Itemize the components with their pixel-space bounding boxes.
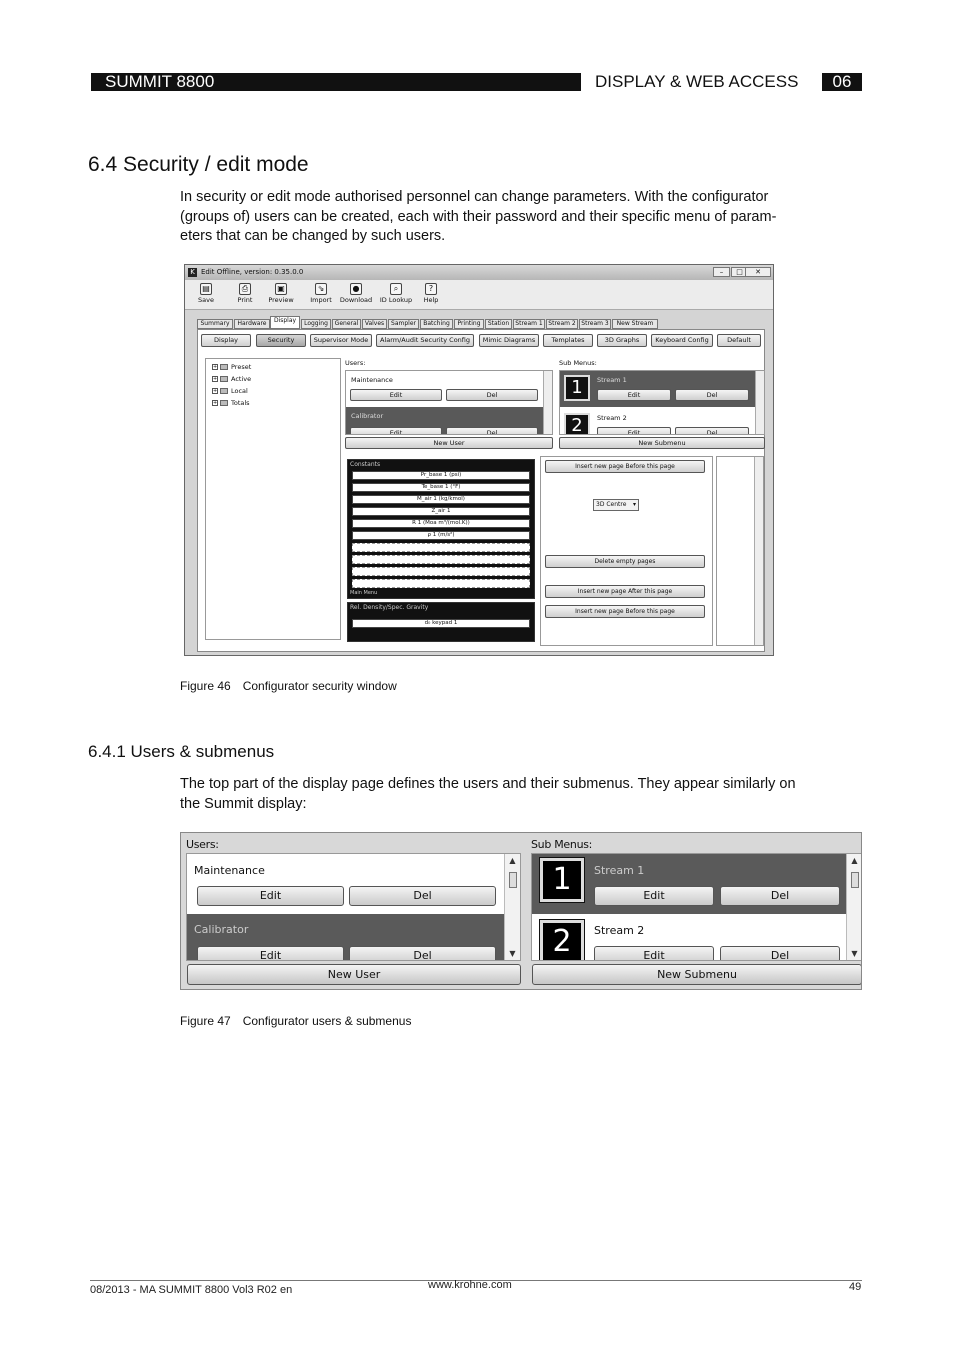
- subsection-title: 6.4.1 Users & submenus: [88, 742, 275, 761]
- status-bar-text: Main Menu: [350, 590, 378, 596]
- subsection-paragraph: [180, 775, 860, 814]
- empty-row[interactable]: [352, 579, 530, 588]
- subtab-templates[interactable]: Templates: [543, 334, 593, 347]
- figure-46-caption: Figure 46 Configurator security window: [180, 679, 397, 693]
- users-label: Users:: [186, 838, 219, 851]
- submenu-number: 2: [540, 920, 584, 961]
- submenu-item-stream-1[interactable]: 1 Stream 1 Edit Del: [532, 854, 846, 914]
- empty-row[interactable]: [352, 555, 530, 564]
- tab-stream-3[interactable]: Stream 3: [579, 319, 611, 329]
- delete-submenu-button[interactable]: Del: [720, 946, 840, 961]
- folder-icon: [220, 400, 228, 406]
- constant-row[interactable]: Z_air 1: [352, 507, 530, 516]
- subtab-3d-graphs[interactable]: 3D Graphs: [597, 334, 647, 347]
- expand-icon[interactable]: +: [213, 400, 218, 406]
- edit-submenu-button[interactable]: Edit: [597, 389, 671, 401]
- submenus-list: [559, 370, 765, 435]
- tab-summary[interactable]: Summary: [197, 319, 233, 329]
- tab-general[interactable]: General: [332, 319, 361, 329]
- toolbar-import-button[interactable]: ⇘ Import: [310, 284, 332, 304]
- tab-stream-1[interactable]: Stream 1: [513, 319, 545, 329]
- delete-user-button[interactable]: Del: [349, 886, 496, 906]
- constant-row[interactable]: Te_base 1 (°F): [352, 483, 530, 492]
- density-header: Rel. Density/Spec. Gravity: [350, 604, 429, 611]
- tab-logging[interactable]: Logging: [301, 319, 331, 329]
- delete-user-button[interactable]: Del: [446, 389, 538, 401]
- subtab-default[interactable]: Default: [717, 334, 761, 347]
- figure-47-caption: Figure 47 Configurator users & submenus: [180, 1014, 412, 1028]
- expand-icon[interactable]: +: [213, 388, 218, 394]
- toolbar-id-lookup-button[interactable]: ⌕ ID Lookup: [379, 284, 413, 304]
- intro-line: (groups of) users can be created, each with their password and their specific menu of param-: [180, 208, 777, 225]
- users-submenus-figure: [180, 832, 862, 990]
- submenu-item-stream-2[interactable]: 2 Stream 2 Edit Del: [560, 409, 755, 435]
- tree-node-totals[interactable]: + Totals: [213, 399, 250, 407]
- chevron-down-icon: ▾: [632, 501, 636, 508]
- scroll-thumb[interactable]: [509, 872, 517, 888]
- toolbar: [185, 280, 773, 310]
- density-page-preview: [347, 602, 535, 642]
- submenus-list: [531, 853, 862, 961]
- display-tab-panel: [197, 329, 765, 652]
- print-icon: ⎙: [239, 283, 251, 295]
- font-dropdown[interactable]: 3D Centre ▾: [593, 499, 639, 511]
- scroll-down-icon[interactable]: ▼: [851, 949, 858, 958]
- scroll-down-icon[interactable]: ▼: [509, 949, 516, 958]
- constant-row[interactable]: R 1 (Moa m³/(mol.K)): [352, 519, 530, 528]
- submenu-number: 1: [564, 375, 590, 401]
- intro-line: In security or edit mode authorised personnel can change parameters. With the configurator: [180, 189, 769, 205]
- tree-node-local[interactable]: + Local: [213, 387, 248, 395]
- help-icon: ?: [425, 283, 437, 295]
- expand-icon[interactable]: +: [213, 364, 218, 370]
- delete-submenu-button[interactable]: Del: [720, 886, 840, 906]
- edit-user-button[interactable]: Edit: [350, 389, 442, 401]
- users-scrollbar[interactable]: [504, 854, 520, 960]
- sub-line: The top part of the display page defines the users and their submenus. They appear similarly on: [180, 776, 796, 792]
- preview-scrollbar[interactable]: [754, 457, 763, 645]
- empty-row[interactable]: [352, 543, 530, 552]
- footer-page-number: 49: [849, 1281, 862, 1293]
- new-submenu-button[interactable]: New Submenu: [559, 437, 765, 449]
- users-label: Users:: [345, 359, 366, 367]
- subtab-supervisor-mode[interactable]: Supervisor Mode: [310, 334, 372, 347]
- header-section: DISPLAY & WEB ACCESS: [595, 72, 799, 91]
- delete-user-button[interactable]: Del: [446, 427, 538, 435]
- insert-page-before-button[interactable]: Insert new page Before this page: [545, 605, 705, 618]
- minimize-button[interactable]: –: [713, 267, 730, 277]
- user-item-maintenance[interactable]: Maintenance Edit Del: [346, 371, 543, 407]
- delete-submenu-button[interactable]: Del: [675, 389, 749, 401]
- download-icon: ●: [350, 283, 362, 295]
- window-title: Edit Offline, version: 0.35.0.0: [201, 268, 304, 276]
- page-actions-panel: [540, 456, 713, 646]
- submenus-scrollbar[interactable]: [846, 854, 862, 960]
- constant-row[interactable]: ρ 1 (m/s²): [352, 531, 530, 540]
- menu-tree: [205, 358, 341, 640]
- subtab-display[interactable]: Display: [201, 334, 251, 347]
- folder-icon: [220, 364, 228, 370]
- constants-page-preview: [347, 459, 535, 599]
- footer-website-link[interactable]: www.krohne.com: [428, 1279, 512, 1291]
- constants-header: Constants: [350, 461, 381, 468]
- scroll-up-icon[interactable]: ▲: [851, 856, 858, 865]
- tab-stream-2[interactable]: Stream 2: [546, 319, 578, 329]
- preview-icon: ▣: [275, 283, 287, 295]
- app-logo-icon: K: [188, 268, 197, 277]
- user-item-maintenance[interactable]: Maintenance Edit Del: [187, 854, 504, 914]
- constant-row[interactable]: Pr_base 1 (psi): [352, 471, 530, 480]
- edit-user-button[interactable]: Edit: [197, 946, 344, 961]
- insert-page-after-button[interactable]: Insert new page After this page: [545, 585, 705, 598]
- delete-submenu-button[interactable]: Del: [675, 427, 749, 435]
- sub-line: the Summit display:: [180, 795, 307, 812]
- toolbar-preview-button[interactable]: ▣ Preview: [268, 284, 294, 304]
- tree-node-preset[interactable]: + Preset: [213, 363, 252, 371]
- edit-submenu-button[interactable]: Edit: [597, 427, 671, 435]
- empty-row[interactable]: [352, 567, 530, 576]
- new-submenu-button[interactable]: New Submenu: [532, 964, 862, 985]
- users-list: [345, 370, 553, 435]
- tree-node-active[interactable]: + Active: [213, 375, 252, 383]
- section-title: 6.4 Security / edit mode: [88, 153, 309, 176]
- submenu-number: 2: [564, 413, 590, 435]
- tab-sampler[interactable]: Sampler: [388, 319, 419, 329]
- subtab-mimic-diagrams[interactable]: Mimic Diagrams: [479, 334, 539, 347]
- insert-page-before-button[interactable]: Insert new page Before this page: [545, 460, 705, 473]
- tab-station[interactable]: Station: [485, 319, 512, 329]
- toolbar-download-button[interactable]: ● Download: [339, 284, 373, 304]
- tab-printing[interactable]: Printing: [454, 319, 484, 329]
- subtab-keyboard-config[interactable]: Keyboard Config: [651, 334, 713, 347]
- constant-row[interactable]: M_air 1 (kg/kmol): [352, 495, 530, 504]
- submenus-label: Sub Menus:: [559, 359, 597, 367]
- magnifier-icon: ⌕: [390, 283, 402, 295]
- scroll-thumb[interactable]: [851, 872, 859, 888]
- submenu-item-stream-1[interactable]: 1 Stream 1 Edit Del: [560, 371, 755, 407]
- user-item-calibrator[interactable]: Calibrator Edit Del: [187, 914, 504, 961]
- submenus-scrollbar[interactable]: [755, 371, 764, 434]
- subtab-security[interactable]: Security: [256, 334, 306, 347]
- folder-icon: [220, 376, 228, 382]
- submenu-item-stream-2[interactable]: 2 Stream 2 Edit Del: [532, 916, 846, 961]
- submenus-label: Sub Menus:: [531, 838, 593, 851]
- new-user-button[interactable]: New User: [187, 964, 521, 985]
- maximize-button[interactable]: □: [731, 267, 748, 277]
- header-product: SUMMIT 8800: [91, 73, 581, 91]
- new-user-button[interactable]: New User: [345, 437, 553, 449]
- footer-document-id: 08/2013 - MA SUMMIT 8800 Vol3 R02 en: [90, 1284, 293, 1296]
- folder-icon: [220, 388, 228, 394]
- toolbar-print-button[interactable]: ⎙ Print: [237, 284, 253, 304]
- tab-batching[interactable]: Batching: [420, 319, 453, 329]
- delete-user-button[interactable]: Del: [349, 946, 496, 961]
- scroll-up-icon[interactable]: ▲: [509, 856, 516, 865]
- toolbar-help-button[interactable]: ? Help: [423, 284, 439, 304]
- configurator-window: [184, 264, 774, 656]
- submenu-number: 1: [540, 858, 584, 902]
- header-chapter-number: 06: [822, 73, 862, 91]
- subtab-alarm-audit-security-config[interactable]: Alarm/Audit Security Config: [376, 334, 474, 347]
- tab-valves[interactable]: Valves: [362, 319, 387, 329]
- edit-submenu-button[interactable]: Edit: [594, 886, 714, 906]
- import-icon: ⇘: [315, 283, 327, 295]
- users-scrollbar[interactable]: [543, 371, 552, 434]
- save-icon: ▤: [200, 283, 212, 295]
- window-titlebar: [185, 265, 773, 280]
- tab-new-stream[interactable]: New Stream: [612, 319, 658, 329]
- intro-line: eters that can be changed by such users.: [180, 228, 446, 244]
- expand-icon[interactable]: +: [213, 376, 218, 382]
- edit-user-button[interactable]: Edit: [350, 427, 442, 435]
- density-row[interactable]: d₀ keypad 1: [352, 619, 530, 628]
- preview-scroll-area: [716, 456, 764, 646]
- tab-hardware[interactable]: Hardware: [234, 319, 270, 329]
- edit-user-button[interactable]: Edit: [197, 886, 344, 906]
- toolbar-save-button[interactable]: ▤ Save: [198, 284, 214, 304]
- edit-submenu-button[interactable]: Edit: [594, 946, 714, 961]
- intro-paragraph: [180, 188, 860, 247]
- user-item-calibrator[interactable]: Calibrator Edit Del: [346, 407, 543, 435]
- close-button[interactable]: ✕: [745, 267, 771, 277]
- tab-display[interactable]: Display: [270, 316, 300, 329]
- delete-empty-pages-button[interactable]: Delete empty pages: [545, 555, 705, 568]
- users-list: [186, 853, 521, 961]
